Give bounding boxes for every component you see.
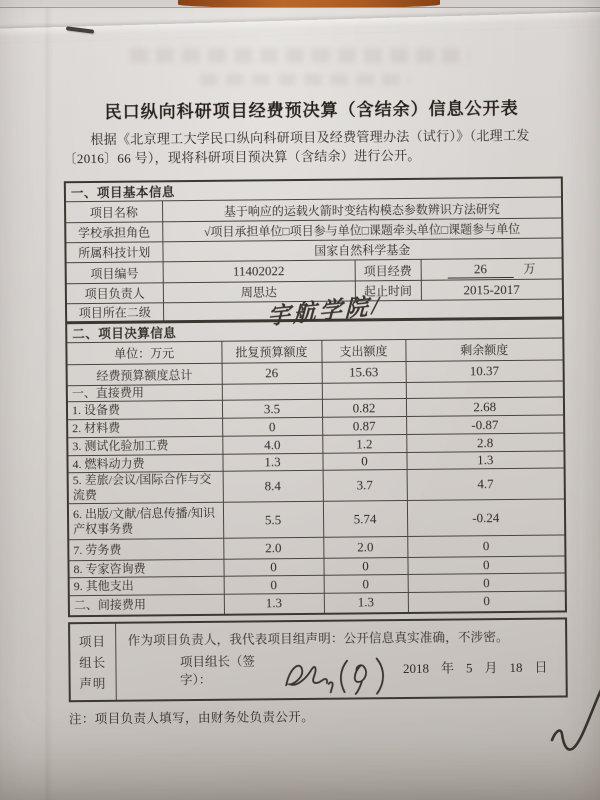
row-name: 6. 出版/文献/信息传播/知识产权事务费	[68, 502, 223, 539]
row-remaining: 4.7	[407, 468, 565, 501]
date-day: 18	[509, 659, 523, 676]
declaration-statement: 作为项目负责人，我代表项目组声明：公开信息真实准确，不涉密。	[127, 629, 509, 648]
row-spent: 0.82	[322, 398, 406, 417]
row-spent: 0.87	[322, 416, 406, 435]
row-remaining: 2.8	[406, 433, 564, 453]
project-name-value: 基于响应的运载火箭时变结构模态参数辨识方法研究	[162, 197, 562, 222]
row-name: 3. 测试化验加工费	[67, 436, 222, 455]
row-remaining: 10.37	[406, 360, 564, 383]
row-approved: 0	[223, 558, 323, 576]
row-spent: 1.3	[324, 592, 408, 613]
date-year: 2018	[402, 660, 430, 677]
row-spent: 0	[323, 557, 407, 575]
period-label: 起止时间	[355, 280, 421, 301]
row-spent: 2.0	[323, 536, 407, 558]
row-remaining: -0.87	[406, 415, 564, 435]
row-approved	[222, 383, 322, 400]
declaration-label-line: 项目	[78, 634, 107, 650]
funds-value	[421, 258, 563, 280]
budget-col-spent: 支出额度	[321, 339, 405, 362]
declaration-table	[68, 617, 568, 702]
department-value-cell	[163, 294, 563, 330]
row-approved: 26	[222, 362, 322, 384]
signature-row	[128, 648, 558, 688]
row-spent: 15.63	[322, 361, 406, 383]
row-approved: 2.0	[223, 537, 323, 559]
row-remaining: 0	[408, 573, 566, 593]
row-remaining	[406, 381, 564, 399]
handwritten-department: 宇航学院 /	[267, 287, 382, 331]
row-spent: 0	[324, 574, 408, 593]
budget-table	[65, 317, 567, 616]
row-approved: 0	[224, 575, 324, 594]
intro-paragraph	[63, 126, 560, 168]
handwritten-checkmark	[548, 688, 600, 774]
date-year-unit: 年	[440, 660, 455, 676]
row-name: 7. 劳务费	[68, 538, 223, 560]
school-role-label: 学校承担角色	[65, 222, 162, 243]
table-row	[69, 591, 566, 616]
project-name-label: 项目名称	[65, 201, 162, 223]
declaration-label-line: 组长	[79, 655, 107, 671]
row-name: 一、直接费用	[67, 384, 222, 401]
paper-sheet	[0, 7, 600, 800]
row-name: 9. 其他支出	[69, 576, 224, 595]
row-approved: 0	[222, 417, 322, 436]
row-approved: 1.3	[224, 593, 324, 614]
funds-unit: 万	[523, 261, 536, 276]
handwritten-signature	[280, 651, 397, 698]
period-value: 2015-2017	[421, 279, 563, 300]
department-label: 项目所在二级	[66, 303, 163, 322]
row-spent: 1.2	[322, 434, 406, 453]
funds-amount: 26	[447, 261, 513, 279]
basic-info-table	[64, 176, 564, 330]
project-no-label: 项目编号	[66, 262, 163, 284]
intro-line-1: 根据《北京理工大学民口纵向科研项目及经费管理办法（试行）》（北理工发	[90, 127, 530, 147]
signature-date	[397, 657, 558, 678]
program-value: 国家自然科学基金	[162, 238, 562, 262]
row-remaining: 0	[408, 591, 566, 613]
row-spent	[322, 382, 406, 399]
school-role-value: √项目承担单位□项目参与单位□课题牵头单位□课题参与单位	[162, 218, 562, 242]
declaration-label	[69, 622, 116, 700]
row-name: 4. 燃料动力费	[67, 454, 222, 472]
declaration-label-line: 声明	[79, 676, 107, 692]
budget-col-approved: 批复预算额度	[221, 340, 321, 363]
row-name: 二、间接费用	[69, 594, 224, 615]
row-approved: 5.5	[223, 501, 323, 538]
row-name: 2. 材料费	[67, 418, 222, 437]
budget-col-remaining: 剩余额度	[405, 338, 563, 362]
program-label: 所属科技计划	[65, 242, 162, 263]
row-approved: 1.3	[222, 453, 322, 471]
row-name: 5. 差旅/会议/国际合作与交流费	[68, 471, 223, 503]
row-name: 经费预算额度总计	[67, 363, 222, 385]
footnote: 注：项目负责人填写，由财务处负责公开。	[68, 709, 315, 726]
row-name: 8. 专家咨询费	[68, 559, 223, 577]
section-2-header: 二、项目决算信息	[66, 318, 563, 342]
row-remaining: 0	[407, 556, 565, 575]
row-spent: 5.74	[323, 500, 407, 537]
page-title: 民口纵向科研项目经费预决算（含结余）信息公开表	[104, 98, 519, 122]
row-spent: 0	[322, 452, 406, 470]
leader-label: 项目负责人	[66, 283, 163, 304]
section-1-header: 一、项目基本信息	[65, 177, 562, 201]
row-spent: 3.7	[323, 469, 407, 501]
leader-value: 周思达	[163, 281, 355, 303]
table-row	[68, 499, 565, 540]
declaration-content	[115, 618, 567, 700]
project-no-value: 11402022	[163, 260, 355, 283]
row-approved: 3.5	[222, 399, 322, 418]
row-approved: 4.0	[222, 435, 322, 454]
row-remaining: 1.3	[406, 451, 564, 470]
funds-label: 项目经费	[355, 259, 421, 281]
date-month-unit: 月	[484, 660, 498, 676]
intro-line-2: 〔2016〕66 号），现将科研项目预决算（含结余）进行公开。	[63, 147, 421, 166]
table-row	[68, 468, 565, 504]
date-month: 5	[465, 660, 473, 676]
budget-unit-header: 单位：万元	[66, 341, 221, 364]
date-day-unit: 日	[534, 659, 548, 675]
sign-label: 项目组长（签字）：	[179, 653, 256, 687]
row-name: 1. 设备费	[67, 400, 222, 419]
row-approved: 8.4	[223, 470, 323, 502]
row-remaining: 0	[407, 535, 565, 558]
row-remaining: 2.68	[406, 397, 564, 417]
form-content	[0, 5, 600, 800]
row-remaining: -0.24	[407, 499, 565, 537]
